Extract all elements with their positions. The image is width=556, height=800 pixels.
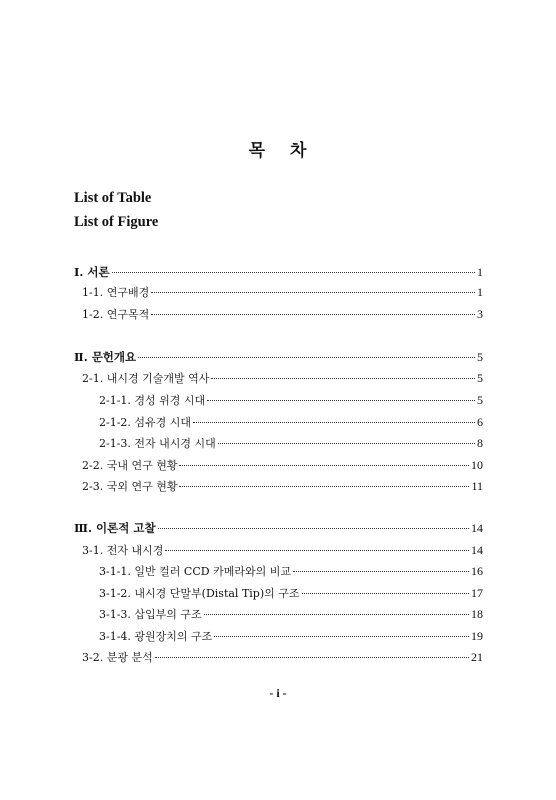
dot-leader (207, 399, 475, 401)
toc-entry-label: Ⅲ. 이론적 고찰 (74, 521, 156, 535)
toc-entry-page: 14 (471, 543, 483, 557)
toc-entry-label: 1-1. 연구배경 (82, 286, 150, 299)
toc-entry-label: 2-1-3. 전자 내시경 시대 (99, 437, 216, 450)
list-of-table-link[interactable]: List of Table (74, 190, 152, 206)
toc-entry[interactable] (99, 585, 483, 601)
toc-entry[interactable] (82, 457, 483, 473)
toc-entry-label: 3-1-2. 내시경 단말부(Distal Tip)의 구조 (99, 587, 300, 600)
toc-entry-label: 1-2. 연구목적 (82, 308, 150, 321)
toc-entry-label: 3-1. 전자 내시경 (82, 544, 164, 557)
toc-entry[interactable] (82, 478, 483, 494)
toc-entry[interactable] (99, 392, 483, 408)
toc-chapter-entry[interactable] (74, 264, 483, 280)
toc-entry-page: 1 (477, 285, 483, 299)
toc-chapter-entry[interactable] (74, 520, 483, 536)
dot-leader (204, 613, 469, 615)
toc-entry-page: 10 (471, 458, 483, 472)
list-of-figure-link[interactable]: List of Figure (74, 214, 159, 230)
toc-entry-label: 3-1-1. 일반 컬러 CCD 카메라와의 비교 (99, 565, 291, 578)
dot-leader (214, 635, 469, 637)
page-number-footer: - i - (269, 686, 287, 700)
toc-entry-page: 16 (471, 564, 483, 578)
dot-leader (158, 527, 469, 529)
toc-entry[interactable] (99, 435, 483, 451)
dot-leader (151, 291, 475, 293)
toc-entry-page: 5 (477, 371, 483, 385)
dot-leader (155, 656, 469, 658)
toc-entry-page: 8 (477, 436, 483, 450)
dot-leader (112, 271, 475, 273)
page-title-right: 차 (290, 141, 308, 161)
dot-leader (179, 464, 469, 466)
toc-entry-label: 2-1-1. 경성 위경 시대 (99, 394, 206, 407)
toc-entry-page: 6 (477, 415, 483, 429)
dot-leader (165, 549, 469, 551)
dot-leader (138, 356, 475, 358)
toc-chapter-entry[interactable] (74, 349, 483, 365)
toc-entry-page: 19 (471, 629, 483, 643)
dot-leader (293, 570, 469, 572)
toc-entry-label: 2-2. 국내 연구 현황 (82, 459, 178, 472)
toc-entry-page: 3 (477, 307, 483, 321)
toc-entry-label: 2-1-2. 섬유경 시대 (99, 416, 192, 429)
toc-entry-label: 3-2. 분광 분석 (82, 651, 153, 664)
front-matter-lists (74, 186, 158, 234)
toc-entry[interactable] (99, 563, 483, 579)
toc-entry-page: 5 (477, 350, 483, 364)
toc-entry-page: 5 (477, 393, 483, 407)
toc-entry-label: Ⅱ. 문헌개요 (74, 350, 137, 364)
page-title (0, 136, 556, 161)
toc-entry[interactable] (82, 542, 483, 558)
dot-leader (151, 313, 475, 315)
page-title-left: 목 (248, 141, 266, 161)
toc-entry-label: 3-1-4. 광원장치의 구조 (99, 630, 213, 643)
toc-entry[interactable] (82, 649, 483, 665)
toc-entry-page: 18 (471, 607, 483, 621)
toc-entry[interactable] (82, 284, 483, 300)
toc-entry-page: 1 (477, 265, 483, 279)
dot-leader (302, 592, 469, 594)
toc-entry-label: 2-1. 내시경 기술개발 역사 (82, 372, 210, 385)
toc-entry[interactable] (99, 414, 483, 430)
toc-entry[interactable] (82, 370, 483, 386)
dot-leader (193, 421, 475, 423)
toc-entry-label: 3-1-3. 삽입부의 구조 (99, 608, 202, 621)
dot-leader (179, 485, 469, 487)
toc-entry[interactable] (99, 628, 483, 644)
toc-entry-page: 17 (471, 586, 483, 600)
dot-leader (218, 442, 475, 444)
toc-entry-page: 21 (471, 650, 483, 664)
toc-entry-page: 14 (471, 521, 483, 535)
toc-entry-page: 11 (471, 479, 483, 493)
toc-entry[interactable] (82, 306, 483, 322)
dot-leader (211, 377, 475, 379)
toc-entry[interactable] (99, 606, 483, 622)
toc-entry-label: 2-3. 국외 연구 현황 (82, 480, 178, 493)
toc-entry-label: Ⅰ. 서론 (74, 265, 110, 279)
